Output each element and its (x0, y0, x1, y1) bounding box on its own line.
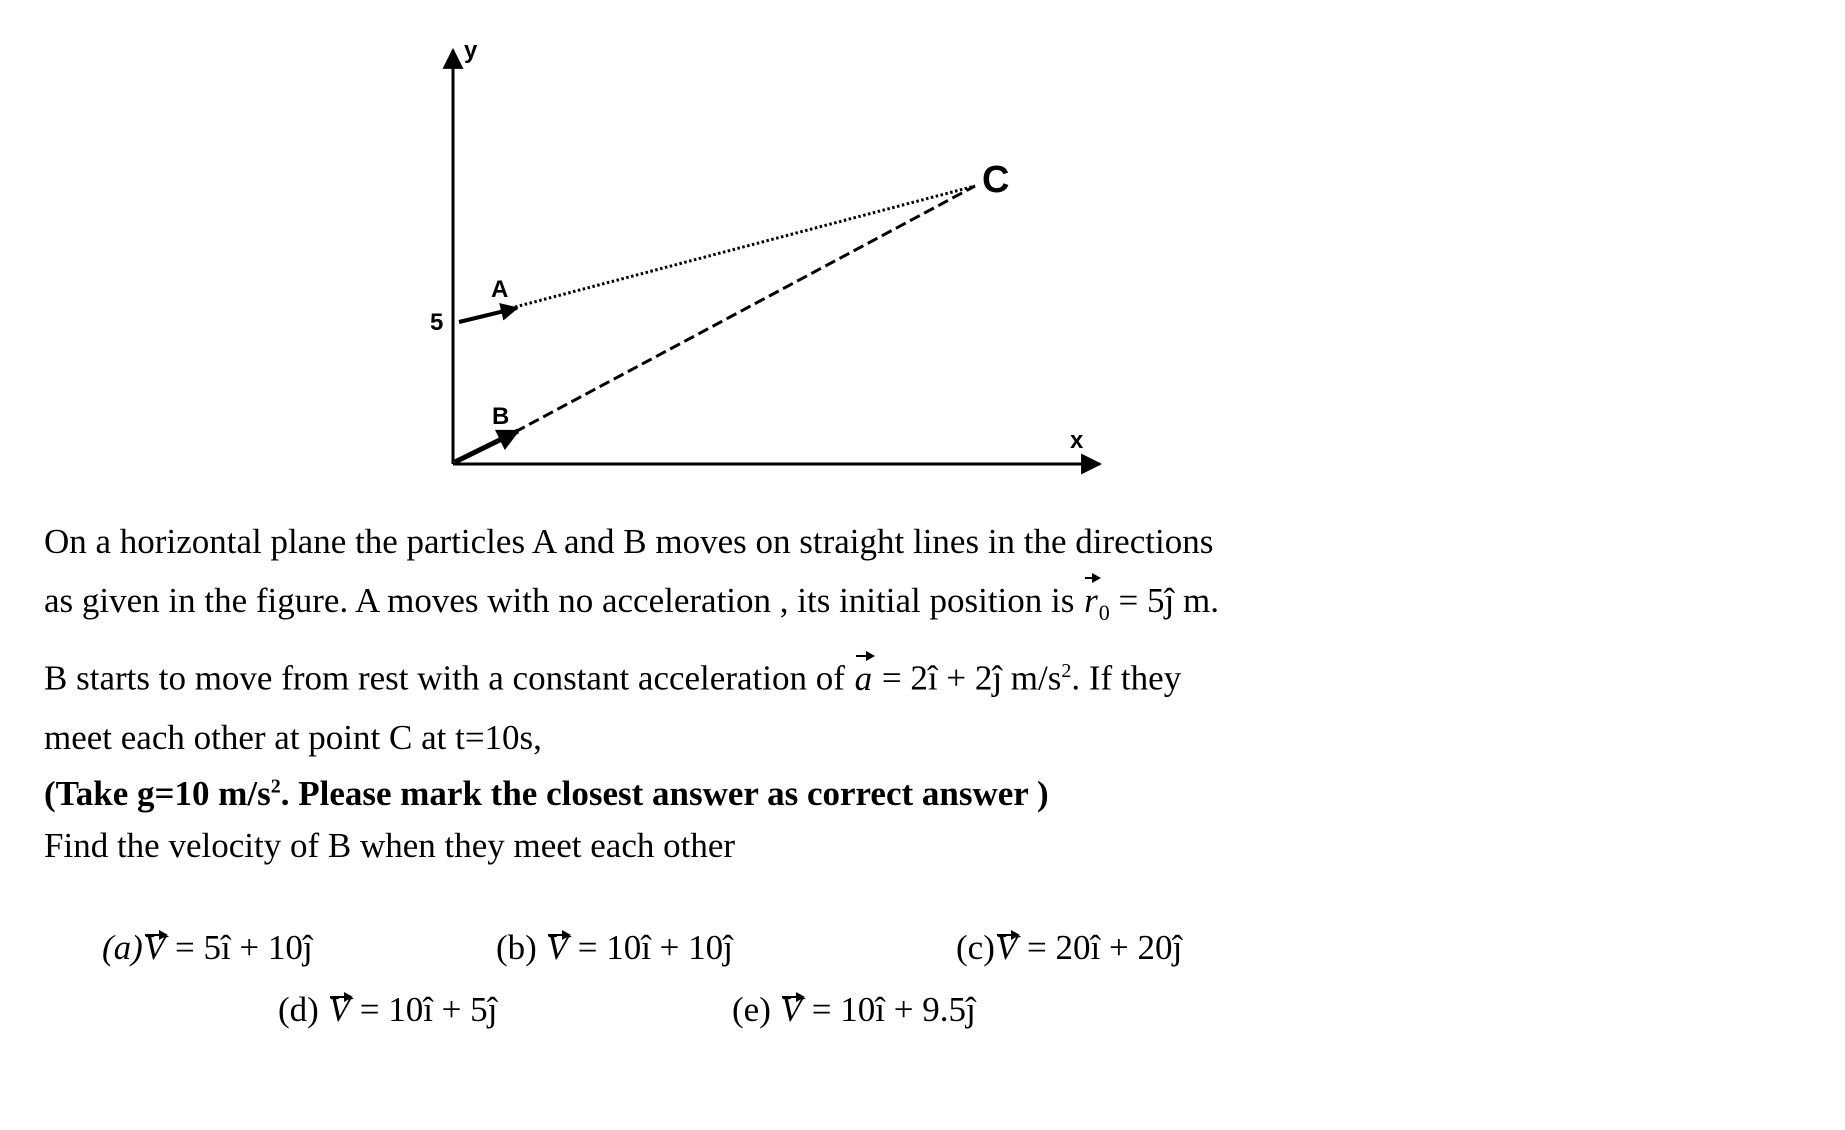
question-text: Find the velocity of B when they meet each other (44, 826, 736, 865)
label-B: B (492, 403, 510, 430)
problem-line-4: meet each other at point C at t=10s, (44, 717, 542, 757)
path-A-to-C (515, 186, 975, 307)
vector-V: V (328, 990, 350, 1029)
option-a[interactable]: (a)V = 5î + 10ĵ (102, 928, 313, 967)
vector-V: V (995, 928, 1018, 967)
problem-line-1: On a horizontal plane the particles A and B moves on straight lines in the directions (44, 522, 1214, 561)
label-A: A (491, 276, 509, 303)
option-c[interactable]: (c)V = 20î + 20ĵ (956, 928, 1183, 967)
problem-line-2: as given in the figure. A moves with no acceleration , its initial position is $r_0$ = 5ĵ m. (44, 571, 1504, 642)
option-d[interactable]: (d) V = 10î + 5ĵ (278, 990, 498, 1029)
problem-statement (44, 512, 1504, 767)
acceleration-arrow-B (455, 431, 518, 462)
y-axis-label: y (464, 37, 478, 64)
vector-V: V (546, 928, 568, 967)
vector-V: V (780, 990, 802, 1029)
option-b[interactable]: (b) V = 10î + 10ĵ (496, 928, 733, 967)
vector-V: V (143, 928, 166, 967)
note-text: (Take g=10 $m/s^2$. Please mark the closest answer as correct answer ) (44, 774, 1049, 813)
label-C: C (982, 159, 1010, 201)
x-axis-label: x (1070, 427, 1084, 454)
velocity-arrow-A (459, 308, 517, 322)
tick-5-label: 5 (430, 309, 444, 336)
vector-r0: r (1083, 571, 1099, 630)
path-B-to-C (515, 186, 975, 432)
vector-a: a (854, 649, 874, 708)
motion-diagram (0, 0, 1845, 490)
option-e[interactable]: (e) V = 10î + 9.5ĵ (732, 990, 976, 1029)
problem-line-3: B starts to move from rest with a constant acceleration of a = 2î + 2ĵ $m/s^2$. If they (44, 642, 1504, 708)
